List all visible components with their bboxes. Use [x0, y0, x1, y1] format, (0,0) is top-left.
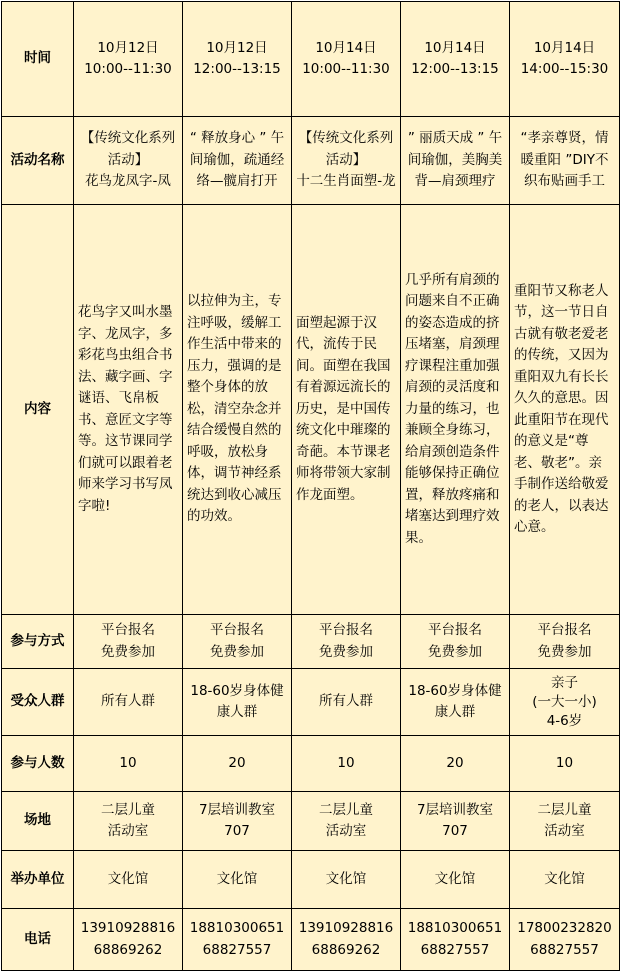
phone-row — [2, 909, 620, 971]
event-5-count: 10 — [510, 736, 620, 792]
header-time: 时间 — [2, 2, 74, 117]
event-5-name: “孝亲尊贤，情暖重阳 ”DIY不织布贴画手工 — [510, 117, 620, 205]
event-1-name: 【传统文化系列活动】 花鸟龙凤字-凤 — [74, 117, 183, 205]
header-name: 活动名称 — [2, 117, 74, 205]
header-audience: 受众人群 — [2, 669, 74, 736]
event-2-organizer: 文化馆 — [183, 851, 292, 909]
event-4-method: 平台报名 免费参加 — [401, 615, 510, 669]
event-3-audience: 所有人群 — [292, 669, 401, 736]
method-row — [2, 615, 620, 669]
event-1-content: 花鸟字又叫水墨字、龙凤字，多彩花鸟虫组合书法、藏字画、字谜语、飞帛板书、意匠文字等等。这节课同学们就可以跟着老师来学习书写凤字啦! — [74, 205, 183, 615]
event-3-time: 10月14日 10:00--11:30 — [292, 2, 401, 117]
event-4-time: 10月14日 12:00--13:15 — [401, 2, 510, 117]
content-row — [2, 205, 620, 615]
event-5-content: 重阳节又称老人节，这一节日自古就有敬老爱老的传统，又因为重阳双九有长长久久的意思。因此重阳节在现代的意义是“尊老、敬老”。亲手制作送给敬爱的老人，以表达心意。 — [510, 205, 620, 615]
event-3-organizer: 文化馆 — [292, 851, 401, 909]
event-5-venue: 二层儿童 活动室 — [510, 792, 620, 851]
header-phone: 电话 — [2, 909, 74, 971]
event-2-audience: 18-60岁身体健康人群 — [183, 669, 292, 736]
event-3-phone: 13910928816 68869262 — [292, 909, 401, 971]
event-2-name: “ 释放身心 ” 午间瑜伽，疏通经络—髋肩打开 — [183, 117, 292, 205]
event-3-count: 10 — [292, 736, 401, 792]
event-4-phone: 18810300651 68827557 — [401, 909, 510, 971]
venue-row — [2, 792, 620, 851]
event-1-count: 10 — [74, 736, 183, 792]
header-content: 内容 — [2, 205, 74, 615]
event-2-time: 10月12日 12:00--13:15 — [183, 2, 292, 117]
event-5-time: 10月14日 14:00--15:30 — [510, 2, 620, 117]
event-2-phone: 18810300651 68827557 — [183, 909, 292, 971]
event-1-method: 平台报名 免费参加 — [74, 615, 183, 669]
event-3-method: 平台报名 免费参加 — [292, 615, 401, 669]
time-row — [2, 2, 620, 117]
event-4-organizer: 文化馆 — [401, 851, 510, 909]
event-4-name: ” 丽质天成 ” 午间瑜伽，美胸美背—肩颈理疗 — [401, 117, 510, 205]
event-5-audience: 亲子 (一大一小) 4-6岁 — [510, 669, 620, 736]
event-4-venue: 7层培训教室 707 — [401, 792, 510, 851]
event-2-method: 平台报名 免费参加 — [183, 615, 292, 669]
event-3-name: 【传统文化系列活动】 十二生肖面塑-龙 — [292, 117, 401, 205]
header-venue: 场地 — [2, 792, 74, 851]
audience-row — [2, 669, 620, 736]
event-4-content: 几乎所有肩颈的问题来自不正确的姿态造成的挤压堵塞，肩颈理疗课程注重加强肩颈的灵活度和力量的练习，也兼顾全身练习，给肩颈创造条件能够保持正确位置，释放疼痛和堵塞达到理疗效果。 — [401, 205, 510, 615]
header-method: 参与方式 — [2, 615, 74, 669]
event-2-count: 20 — [183, 736, 292, 792]
event-5-organizer: 文化馆 — [510, 851, 620, 909]
activity-schedule-table — [1, 1, 620, 971]
event-2-venue: 7层培训教室 707 — [183, 792, 292, 851]
event-1-organizer: 文化馆 — [74, 851, 183, 909]
event-1-phone: 13910928816 68869262 — [74, 909, 183, 971]
header-organizer: 举办单位 — [2, 851, 74, 909]
event-4-count: 20 — [401, 736, 510, 792]
event-1-venue: 二层儿童 活动室 — [74, 792, 183, 851]
organizer-row — [2, 851, 620, 909]
event-4-audience: 18-60岁身体健康人群 — [401, 669, 510, 736]
event-2-content: 以拉伸为主，专注呼吸，缓解工作生活中带来的压力，强调的是整个身体的放松，清空杂念并结合缓慢自然的呼吸，放松身体，调节神经系统达到收心减压的功效。 — [183, 205, 292, 615]
name-row — [2, 117, 620, 205]
event-1-audience: 所有人群 — [74, 669, 183, 736]
header-count: 参与人数 — [2, 736, 74, 792]
count-row — [2, 736, 620, 792]
event-1-time: 10月12日 10:00--11:30 — [74, 2, 183, 117]
event-5-method: 平台报名 免费参加 — [510, 615, 620, 669]
event-3-venue: 二层儿童 活动室 — [292, 792, 401, 851]
event-5-phone: 17800232820 68827557 — [510, 909, 620, 971]
event-3-content: 面塑起源于汉代，流传于民间。面塑在我国有着源远流长的历史，是中国传统文化中璀璨的奇葩。本节课老师将带领大家制作龙面塑。 — [292, 205, 401, 615]
